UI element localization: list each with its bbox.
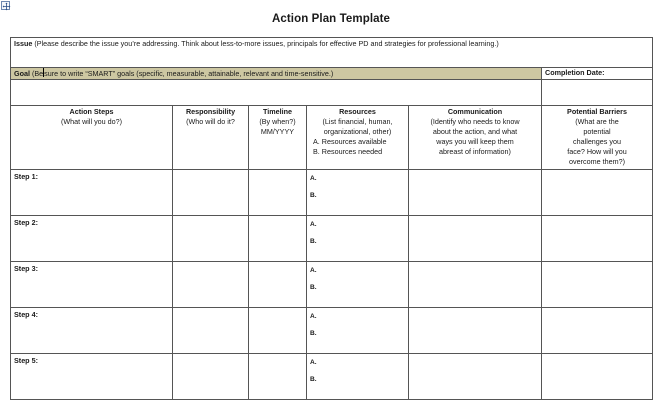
responsibility-cell[interactable]: [173, 170, 249, 216]
communication-cell[interactable]: [409, 308, 542, 354]
column-header-action-steps: Action Steps (What will you do?): [11, 106, 173, 170]
resources-cell[interactable]: A. B.: [307, 308, 409, 354]
resources-cell[interactable]: A. B.: [307, 170, 409, 216]
step-row: [11, 262, 653, 308]
column-header-timeline: Timeline (By when?) MM/YYYY: [249, 106, 307, 170]
communication-cell[interactable]: [409, 262, 542, 308]
communication-cell[interactable]: [409, 170, 542, 216]
issue-field[interactable]: [11, 38, 653, 68]
column-header-responsibility: Responsibility (Who will do it?: [173, 106, 249, 170]
issue-prompt: (Please describe the issue you’re addressing. Think about less-to-more issues, principals for effective PD and strategies for professional learning.): [32, 39, 499, 48]
goal-label: Goal: [14, 69, 30, 78]
column-header-potential-barriers: Potential Barriers (What are the potential challenges you face? How will you overcome them?): [542, 106, 653, 170]
table-move-handle[interactable]: [1, 1, 10, 10]
barriers-cell[interactable]: [542, 354, 653, 400]
responsibility-cell[interactable]: [173, 262, 249, 308]
step-label[interactable]: Step 1:: [11, 170, 173, 216]
barriers-cell[interactable]: [542, 216, 653, 262]
document-title: Action Plan Template: [271, 13, 391, 25]
resources-cell[interactable]: A. B.: [307, 354, 409, 400]
communication-cell[interactable]: [409, 354, 542, 400]
issue-label: Issue: [14, 39, 33, 48]
step-row: [11, 170, 653, 216]
step-row: [11, 216, 653, 262]
column-header-row: [11, 106, 653, 170]
completion-date-input[interactable]: [542, 80, 653, 106]
action-plan-table: [10, 37, 652, 400]
step-row: [11, 308, 653, 354]
responsibility-cell[interactable]: [173, 216, 249, 262]
goal-prompt-end: sure to write “SMART” goals (specific, measurable, attainable, relevant and time-sensitive.): [44, 69, 334, 78]
timeline-cell[interactable]: [249, 262, 307, 308]
goal-field[interactable]: [11, 68, 542, 80]
goal-prompt-start: (Be: [29, 69, 44, 78]
timeline-cell[interactable]: [249, 308, 307, 354]
responsibility-cell[interactable]: [173, 354, 249, 400]
column-header-communication: Communication (Identify who needs to know about the action, and what ways you will keep them abreast of information): [409, 106, 542, 170]
barriers-cell[interactable]: [542, 170, 653, 216]
communication-cell[interactable]: [409, 216, 542, 262]
goal-input[interactable]: [11, 80, 542, 106]
move-arrows-icon: [2, 2, 11, 11]
timeline-cell[interactable]: [249, 354, 307, 400]
barriers-cell[interactable]: [542, 262, 653, 308]
step-label[interactable]: Step 3:: [11, 262, 173, 308]
timeline-cell[interactable]: [249, 170, 307, 216]
step-row: [11, 354, 653, 400]
completion-date-label: Completion Date:: [542, 68, 653, 80]
resources-cell[interactable]: A. B.: [307, 262, 409, 308]
barriers-cell[interactable]: [542, 308, 653, 354]
step-label[interactable]: Step 2:: [11, 216, 173, 262]
responsibility-cell[interactable]: [173, 308, 249, 354]
step-label[interactable]: Step 4:: [11, 308, 173, 354]
step-label[interactable]: Step 5:: [11, 354, 173, 400]
column-header-resources: Resources (List financial, human, organizational, other) A. Resources available B. Resources needed: [307, 106, 409, 170]
timeline-cell[interactable]: [249, 216, 307, 262]
resources-cell[interactable]: A. B.: [307, 216, 409, 262]
